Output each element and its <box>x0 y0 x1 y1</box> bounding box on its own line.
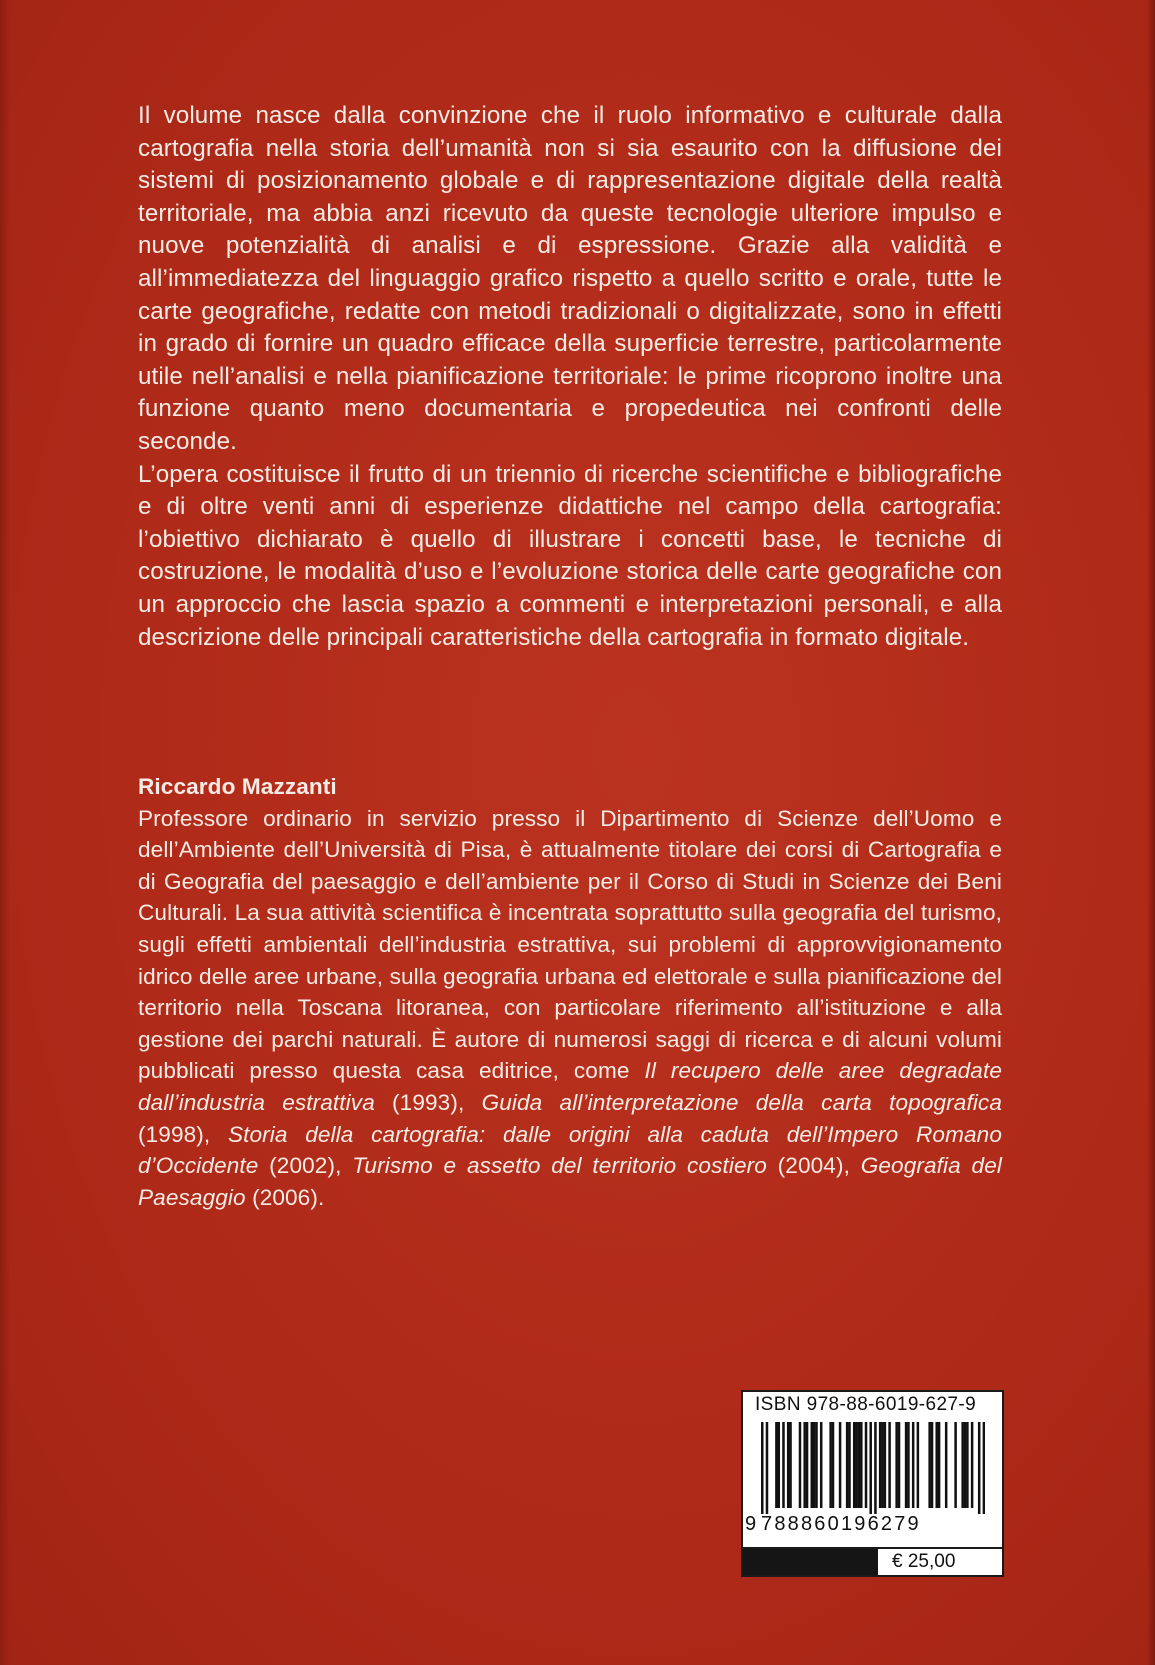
barcode-bar <box>928 1422 931 1508</box>
barcode-bar <box>829 1422 832 1508</box>
barcode-bar <box>761 1422 764 1514</box>
barcode-bar <box>855 1422 858 1508</box>
barcode-bar <box>954 1422 957 1508</box>
author-name: Riccardo Mazzanti <box>138 774 337 799</box>
barcode-bar <box>848 1422 851 1508</box>
barcode-bars <box>761 1422 985 1514</box>
barcode-bar <box>971 1422 974 1508</box>
barcode-bar <box>799 1422 802 1508</box>
isbn-label: ISBN 978-88-6019-627-9 <box>755 1394 977 1415</box>
work-year: (1998), <box>138 1121 228 1147</box>
work-title: Turismo e assetto del territorio costiero <box>352 1153 767 1179</box>
work-year: (2002), <box>258 1153 353 1179</box>
barcode-bar <box>778 1422 781 1508</box>
work-title: Geografia del Paesaggio <box>138 1153 1002 1210</box>
work-year: (1993), <box>374 1089 482 1115</box>
work-year: (2006). <box>245 1184 325 1210</box>
barcode-bar <box>860 1422 863 1508</box>
barcode-bar <box>898 1422 901 1508</box>
description-paragraph-1: Il volume nasce dalla convinzione che il ruolo informativo e culturale dalla cartografia nella storia dell’umanità non si sia esaurito con la diffusione dei sistemi di posizionamento globale e di rappresentazione digitale della realtà territoriale, ma abbia anzi ricevuto da queste tecnologie ulteriore impulso e nuove potenzialità di analisi e di espressione. Grazie alla validità e all’immediatezza del linguaggio grafico rispetto a quello scritto e orale, tutte le carte geografiche, redatte con metodi tradizionali o digitalizzate, sono in effetti in grado di fornire un quadro efficace della superficie terrestre, particolarmente utile nell’analisi e nella pianificazione territoriale: le prime ricoprono inoltre una funzione quanto meno documentaria e propedeutica nei confronti delle seconde. <box>138 102 1002 455</box>
barcode-bar <box>907 1422 910 1508</box>
barcode-bar <box>961 1422 964 1508</box>
barcode-bar <box>811 1422 814 1508</box>
barcode-bar <box>938 1422 941 1508</box>
barcode-first-digit: 9 <box>745 1513 759 1535</box>
description-paragraph-2: L’opera costituisce il frutto di un triennio di ricerche scientifiche e bibliografiche e di oltre venti anni di esperienze didattiche nel campo della cartografia: l’obiettivo dichiarato è quello di illustrare i concetti base, le tecniche di costruzione, le modalità d’uso e l’evoluzione storica delle carte geografiche con un approccio che lascia spazio a commenti e interpretazioni personali, e alla descrizione delle principali caratteristiche della cartografia in formato digitale. <box>138 460 1002 651</box>
work-title: Il recupero delle aree degradate dall’industria estrattiva <box>138 1058 1002 1115</box>
barcode-bar <box>895 1422 898 1508</box>
barcode-bar <box>888 1422 891 1508</box>
book-description <box>138 100 1002 654</box>
barcode-bar <box>865 1422 868 1508</box>
barcode-bar <box>931 1422 934 1508</box>
barcode-bar <box>912 1422 915 1508</box>
barcode-bar <box>787 1422 790 1508</box>
work-year: (2004), <box>766 1153 861 1179</box>
barcode-bar <box>966 1422 969 1508</box>
barcode-bar <box>782 1422 785 1508</box>
barcode-bar <box>775 1422 778 1508</box>
barcode-bar <box>803 1422 806 1508</box>
price-black-band <box>743 1549 878 1575</box>
barcode-bar <box>905 1422 908 1508</box>
barcode-bar <box>917 1422 920 1508</box>
work-title: Storia della cartografia: dalle origini alla caduta dell’Impero Romano d’Occidente <box>138 1121 1002 1179</box>
barcode-bar <box>884 1422 887 1508</box>
price-strip <box>741 1549 1004 1577</box>
author-bio-intro: Professore ordinario in servizio presso il Dipartimento di Scienze dell’Uomo e dell’Ambiente dell’Università di Pisa, è attualmente titolare dei corsi di Cartografia e di Geografia del paesaggio e dell’ambiente per il Corso di Studi in Scienze dei Beni Culturali. La sua attività scientifica è incentrata soprattutto sulla geografia del turismo, sugli effetti ambientali dell’industria estrattiva, sui problemi di approvvigionamento idrico delle aree urbane, sulla geografia urbana ed elettorale e sulla pianificazione del territorio nella Toscana litoranea, con particolare riferimento all’istituzione e alla gestione dei parchi naturali. È autore di numerosi saggi di ricerca e di alcuni volumi pubblicati presso questa casa editrice, come <box>138 805 1002 1084</box>
barcode-bar <box>813 1422 816 1508</box>
barcode-bar <box>881 1422 884 1508</box>
barcode-bar <box>789 1422 792 1508</box>
barcode-bar <box>832 1422 835 1508</box>
barcode-bar <box>853 1422 856 1508</box>
barcode-bar <box>978 1422 981 1514</box>
barcode-bar <box>945 1422 948 1508</box>
barcode-bar <box>815 1422 818 1508</box>
isbn-barcode <box>741 1390 1004 1549</box>
barcode-bar <box>983 1422 985 1514</box>
price-label: € 25,00 <box>878 1549 1002 1575</box>
barcode-bar <box>766 1422 769 1514</box>
barcode-bar <box>820 1422 823 1508</box>
barcode-bar <box>879 1422 882 1508</box>
author-bio <box>138 803 1002 1214</box>
author-section <box>138 771 1002 1213</box>
barcode-bar <box>935 1422 938 1508</box>
barcode-bar <box>964 1422 967 1508</box>
barcode-bar <box>858 1422 861 1508</box>
barcode-bar <box>846 1422 849 1508</box>
work-title: Guida all’interpretazione della carta topografica <box>481 1089 1002 1115</box>
barcode-digits <box>745 1513 1001 1536</box>
barcode-bar <box>874 1422 877 1514</box>
barcode-number: 788860196279 <box>761 1513 921 1535</box>
barcode-bar <box>869 1422 872 1514</box>
barcode-bar <box>806 1422 809 1508</box>
barcode-bar <box>839 1422 842 1508</box>
